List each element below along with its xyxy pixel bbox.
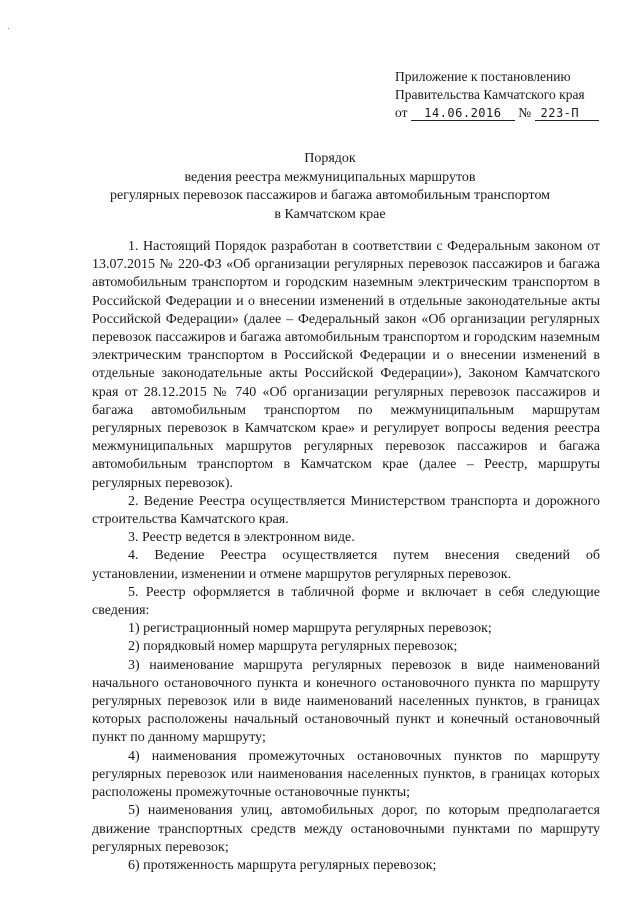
header-line-1: Приложение к постановлению bbox=[395, 69, 571, 84]
paragraph-4: 4. Ведение Реестра осуществляется путем внесения сведений об установлении, изменении и отмене маршрутов регулярных перевозок. bbox=[92, 548, 600, 582]
title-line-4: в Камчатском крае bbox=[274, 206, 386, 222]
list-item-2: 2) порядковый номер маршрута регулярных перевозок; bbox=[128, 639, 458, 655]
header-date-line bbox=[395, 104, 625, 122]
title-line-1: Порядок bbox=[304, 151, 356, 166]
header-line-2: Правительства Камчатского края bbox=[395, 87, 585, 102]
paragraph-1: 1. Настоящий Порядок разработан в соответствии с Федеральным законом от 13.07.2015 № 220-ФЗ «Об организации регулярных перевозок пассажиров и багажа автомобильным транспортом и городским наземным электрическим транспортом в Российской Федерации и о внесении изменений в отдельные законодательные акты Российской Федерации» (далее – Федеральный закон «Об организации регулярных перевозок пассажиров и багажа автомобильным транспортом и городским наземным электрическим транспортом в Российской Федерации и о внесении изменений в отдельные законодательные акты Российской Федерации»), Законом Камчатского края от 28.12.2015 № 740 «Об организации регулярных перевозок пассажиров и багажа автомобильным транспортом по межмуниципальным маршрутам регулярных перевозок в Камчатском крае» и регулирует вопросы ведения реестра межмуниципальных маршрутов регулярных перевозок пассажиров и багажа автомобильным транспортом в Камчатском крае (далее – Реестр, маршруты регулярных перевозок). bbox=[92, 239, 600, 491]
document-body bbox=[92, 238, 600, 875]
list-item-4: 4) наименования промежуточных остановочных пунктов по маршруту регулярных перевозок или наименования населенных пунктов, в границах которых расположены промежуточные остановочные пункты; bbox=[92, 748, 600, 801]
document-title bbox=[60, 150, 600, 224]
title-line-3: регулярных перевозок пассажиров и багажа автомобильным транспортом bbox=[109, 188, 551, 203]
paragraph-5: 5. Реестр оформляется в табличной форме и включает в себя следующие сведения: bbox=[92, 584, 600, 619]
paragraph-3: 3. Реестр ведется в электронном виде. bbox=[128, 530, 355, 546]
handwritten-number: 223-П bbox=[535, 107, 599, 121]
appendix-header bbox=[395, 68, 625, 122]
list-item-6: 6) протяженность маршрута регулярных перевозок; bbox=[128, 857, 437, 873]
paragraph-2: 2. Ведение Реестра осуществляется Министерством транспорта и дорожного строительства Камчатского края. bbox=[92, 493, 600, 528]
date-prefix: от bbox=[395, 105, 408, 120]
list-item-3: 3) наименование маршрута регулярных перевозок в виде наименований начального остановочного пункта и конечного остановочного пункта по маршруту регулярных перевозок или в виде наименований населенных пунктов, в границах которых расположены начальный остановочный пункт и конечный остановочный пункт по данному маршруту; bbox=[92, 657, 600, 746]
list-item-1: 1) регистрационный номер маршрута регулярных перевозок; bbox=[128, 621, 492, 637]
number-prefix: № bbox=[518, 105, 532, 120]
list-item-5: 5) наименования улиц, автомобильных дорог, по которым предполагается движение транспортных средств между остановочными пунктами по маршруту регулярных перевозок; bbox=[92, 803, 600, 855]
title-line-2: ведения реестра межмуниципальных маршрутов bbox=[184, 169, 476, 185]
scan-speck bbox=[8, 28, 9, 29]
handwritten-date: 14.06.2016 bbox=[411, 107, 515, 121]
